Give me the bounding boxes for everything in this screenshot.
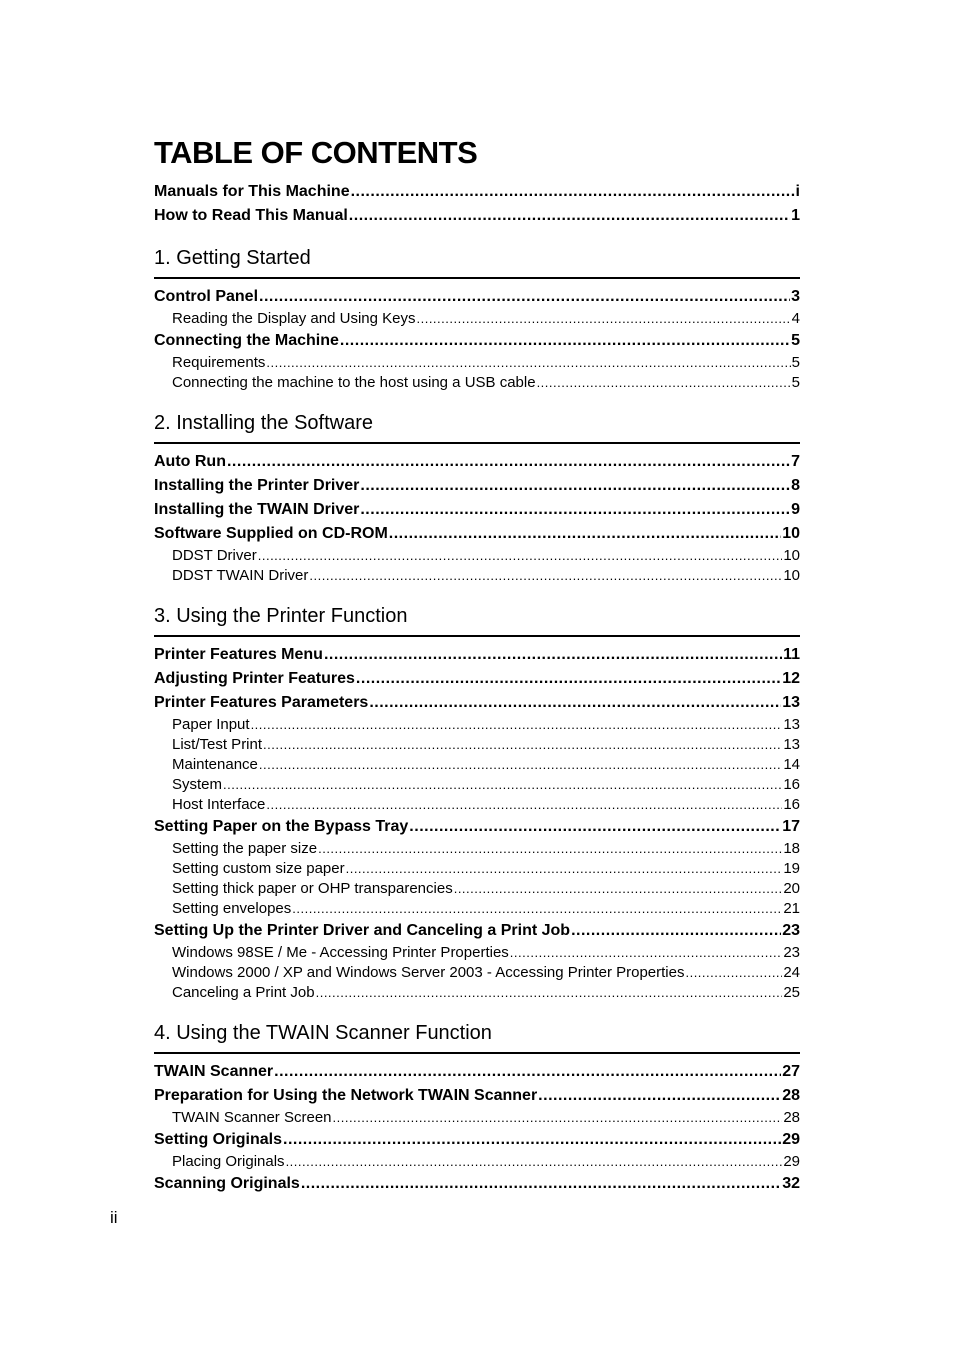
toc-entry-page: 18 xyxy=(783,840,800,857)
toc-entry-printer-features-menu[interactable] xyxy=(154,643,800,667)
chapter-heading[interactable]: 4. Using the TWAIN Scanner Function xyxy=(154,1017,800,1054)
chapter-list xyxy=(154,242,800,1196)
toc-entry-title: TWAIN Scanner xyxy=(154,1063,274,1080)
toc-entry-setting-up-the-printer-driver-and-canceling-a-print-job[interactable] xyxy=(154,919,800,943)
toc-entry-title: Setting Up the Printer Driver and Canceling a Print Job xyxy=(154,922,571,939)
toc-entry-title: Setting thick paper or OHP transparencies xyxy=(172,880,453,897)
front-matter-entries xyxy=(154,180,800,228)
toc-entry-installing-the-printer-driver[interactable] xyxy=(154,474,800,498)
dot-leader xyxy=(283,1128,781,1152)
toc-entry-manuals-for-this-machine[interactable] xyxy=(154,180,800,204)
dot-leader xyxy=(324,643,782,667)
dot-leader xyxy=(349,204,790,228)
dot-leader xyxy=(251,715,783,735)
toc-entry-page: 8 xyxy=(791,477,800,494)
toc-entry-title: Installing the Printer Driver xyxy=(154,477,360,494)
toc-entry-title: Maintenance xyxy=(172,756,258,773)
toc-entry-title: TWAIN Scanner Screen xyxy=(172,1109,332,1126)
dot-leader xyxy=(538,1084,781,1108)
toc-entry-title: DDST Driver xyxy=(172,547,257,564)
toc-entry-title: Requirements xyxy=(172,354,266,371)
toc-entry-page: 19 xyxy=(783,860,800,877)
dot-leader xyxy=(318,839,782,859)
toc-entry-title: Setting Originals xyxy=(154,1131,283,1148)
toc-entry-title: Connecting the Machine xyxy=(154,332,339,349)
toc-entry-canceling-a-print-job[interactable] xyxy=(154,983,800,1003)
toc-entry-preparation-for-using-the-network-twain-scanner[interactable] xyxy=(154,1084,800,1108)
toc-entry-setting-originals[interactable] xyxy=(154,1128,800,1152)
dot-leader xyxy=(316,983,783,1003)
toc-entry-title: How to Read This Manual xyxy=(154,207,348,224)
toc-entry-twain-scanner[interactable] xyxy=(154,1060,800,1084)
toc-entry-page: 23 xyxy=(782,922,800,939)
toc-entry-page: 4 xyxy=(791,310,800,327)
toc-entry-setting-envelopes[interactable] xyxy=(154,899,800,919)
toc-entry-setting-paper-on-the-bypass-tray[interactable] xyxy=(154,815,800,839)
chapter-heading[interactable]: 1. Getting Started xyxy=(154,242,800,279)
toc-entry-setting-thick-paper-or-ohp-transparencies[interactable] xyxy=(154,879,800,899)
toc-entry-setting-the-paper-size[interactable] xyxy=(154,839,800,859)
toc-entry-system[interactable] xyxy=(154,775,800,795)
toc-entry-page: 13 xyxy=(783,736,800,753)
dot-leader xyxy=(259,755,782,775)
toc-entry-title: Setting the paper size xyxy=(172,840,318,857)
toc-entry-title: Windows 2000 / XP and Windows Server 2003 - Accessing Printer Properties xyxy=(172,964,685,981)
toc-entry-page: 24 xyxy=(783,964,800,981)
toc-entry-title: Windows 98SE / Me - Accessing Printer Properties xyxy=(172,944,509,961)
dot-leader xyxy=(537,373,791,393)
dot-leader xyxy=(274,1060,781,1084)
dot-leader xyxy=(454,879,783,899)
toc-entry-page: 1 xyxy=(791,207,800,224)
toc-page xyxy=(154,134,800,1196)
toc-entry-page: 10 xyxy=(783,567,800,584)
toc-entry-page: 16 xyxy=(783,796,800,813)
toc-entry-page: 25 xyxy=(783,984,800,1001)
dot-leader xyxy=(571,919,781,943)
dot-leader xyxy=(369,691,781,715)
dot-leader xyxy=(301,1172,781,1196)
toc-entry-page: 28 xyxy=(783,1109,800,1126)
dot-leader xyxy=(351,180,795,204)
toc-entry-page: 5 xyxy=(791,374,800,391)
dot-leader xyxy=(259,285,790,309)
page-number: ii xyxy=(110,1208,118,1227)
toc-entry-title: Manuals for This Machine xyxy=(154,183,350,200)
toc-entry-how-to-read-this-manual[interactable] xyxy=(154,204,800,228)
toc-entry-setting-custom-size-paper[interactable] xyxy=(154,859,800,879)
page-title: TABLE OF CONTENTS xyxy=(154,135,478,170)
chapter-heading[interactable]: 2. Installing the Software xyxy=(154,407,800,444)
toc-entry-title: System xyxy=(172,776,223,793)
toc-entry-page: 3 xyxy=(791,288,800,305)
toc-entry-page: 11 xyxy=(783,646,800,663)
dot-leader xyxy=(409,815,781,839)
toc-entry-title: Paper Input xyxy=(172,716,250,733)
toc-entry-title: Installing the TWAIN Driver xyxy=(154,501,360,518)
toc-entry-page: 29 xyxy=(782,1131,800,1148)
toc-entry-windows-2000-xp-and-windows-server-2003-accessing-printer-properties[interactable] xyxy=(154,963,800,983)
toc-entry-title: Printer Features Menu xyxy=(154,646,323,663)
toc-entry-page: 13 xyxy=(782,694,800,711)
toc-entry-printer-features-parameters[interactable] xyxy=(154,691,800,715)
toc-entry-page: 16 xyxy=(783,776,800,793)
toc-entry-title: List/Test Print xyxy=(172,736,263,753)
toc-entry-title: Placing Originals xyxy=(172,1153,285,1170)
toc-entry-page: 13 xyxy=(783,716,800,733)
toc-entry-page: 21 xyxy=(783,900,800,917)
dot-leader xyxy=(340,329,790,353)
toc-entry-title: Adjusting Printer Features xyxy=(154,670,355,687)
toc-entry-page: 28 xyxy=(782,1087,800,1104)
toc-entry-page: 10 xyxy=(783,547,800,564)
toc-entry-ddst-driver[interactable] xyxy=(154,546,800,566)
toc-entry-adjusting-printer-features[interactable] xyxy=(154,667,800,691)
toc-entry-page: i xyxy=(795,183,800,200)
toc-entry-page: 5 xyxy=(791,354,800,371)
dot-leader xyxy=(346,859,783,879)
dot-leader xyxy=(309,566,782,586)
toc-entry-twain-scanner-screen[interactable] xyxy=(154,1108,800,1128)
toc-entry-page: 10 xyxy=(782,525,800,542)
toc-entry-title: DDST TWAIN Driver xyxy=(172,567,309,584)
toc-entry-requirements[interactable] xyxy=(154,353,800,373)
toc-entry-host-interface[interactable] xyxy=(154,795,800,815)
dot-leader xyxy=(360,474,790,498)
toc-entry-connecting-the-machine[interactable] xyxy=(154,329,800,353)
toc-entry-title: Scanning Originals xyxy=(154,1175,300,1192)
chapter-heading[interactable]: 3. Using the Printer Function xyxy=(154,600,800,637)
dot-leader xyxy=(263,735,782,755)
dot-leader xyxy=(389,522,781,546)
toc-entry-page: 12 xyxy=(782,670,800,687)
toc-entry-title: Setting Paper on the Bypass Tray xyxy=(154,818,409,835)
dot-leader xyxy=(227,450,790,474)
toc-entry-title: Printer Features Parameters xyxy=(154,694,369,711)
toc-entry-control-panel[interactable] xyxy=(154,285,800,309)
dot-leader xyxy=(356,667,781,691)
chapter-section xyxy=(154,407,800,586)
toc-entry-page: 23 xyxy=(783,944,800,961)
toc-entry-auto-run[interactable] xyxy=(154,450,800,474)
toc-entry-list-test-print[interactable] xyxy=(154,735,800,755)
dot-leader xyxy=(292,899,782,919)
dot-leader xyxy=(286,1152,783,1172)
dot-leader xyxy=(685,963,782,983)
dot-leader xyxy=(266,795,782,815)
chapter-section xyxy=(154,242,800,393)
dot-leader xyxy=(266,353,790,373)
toc-entry-scanning-originals[interactable] xyxy=(154,1172,800,1196)
toc-entry-page: 7 xyxy=(791,453,800,470)
toc-entry-ddst-twain-driver[interactable] xyxy=(154,566,800,586)
toc-entry-page: 17 xyxy=(782,818,800,835)
toc-entry-paper-input[interactable] xyxy=(154,715,800,735)
toc-entry-title: Setting envelopes xyxy=(172,900,292,917)
toc-entry-title: Setting custom size paper xyxy=(172,860,345,877)
dot-leader xyxy=(258,546,783,566)
toc-entry-windows-98se-me-accessing-printer-properties[interactable] xyxy=(154,943,800,963)
toc-entry-title: Preparation for Using the Network TWAIN Scanner xyxy=(154,1087,538,1104)
toc-entry-page: 20 xyxy=(783,880,800,897)
toc-entry-page: 32 xyxy=(782,1175,800,1192)
toc-entry-placing-originals[interactable] xyxy=(154,1152,800,1172)
toc-entry-software-supplied-on-cd-rom[interactable] xyxy=(154,522,800,546)
chapter-section xyxy=(154,600,800,1003)
toc-entry-connecting-the-machine-to-the-host-using-a-usb-cable[interactable] xyxy=(154,373,800,393)
chapter-section xyxy=(154,1017,800,1196)
toc-entry-installing-the-twain-driver[interactable] xyxy=(154,498,800,522)
toc-entry-page: 14 xyxy=(783,756,800,773)
toc-entry-title: Auto Run xyxy=(154,453,226,470)
toc-entry-maintenance[interactable] xyxy=(154,755,800,775)
toc-entry-page: 27 xyxy=(782,1063,800,1080)
dot-leader xyxy=(510,943,783,963)
toc-entry-page: 9 xyxy=(791,501,800,518)
dot-leader xyxy=(416,309,790,329)
toc-entry-page: 5 xyxy=(791,332,800,349)
toc-entry-title: Connecting the machine to the host using a USB cable xyxy=(172,374,536,391)
toc-entry-title: Software Supplied on CD-ROM xyxy=(154,525,388,542)
toc-entry-title: Control Panel xyxy=(154,288,259,305)
toc-entry-page: 29 xyxy=(783,1153,800,1170)
toc-entry-title: Canceling a Print Job xyxy=(172,984,315,1001)
dot-leader xyxy=(360,498,790,522)
toc-entry-title: Host Interface xyxy=(172,796,266,813)
toc-entry-title: Reading the Display and Using Keys xyxy=(172,310,416,327)
dot-leader xyxy=(333,1108,783,1128)
toc-entry-reading-the-display-and-using-keys[interactable] xyxy=(154,309,800,329)
dot-leader xyxy=(223,775,782,795)
